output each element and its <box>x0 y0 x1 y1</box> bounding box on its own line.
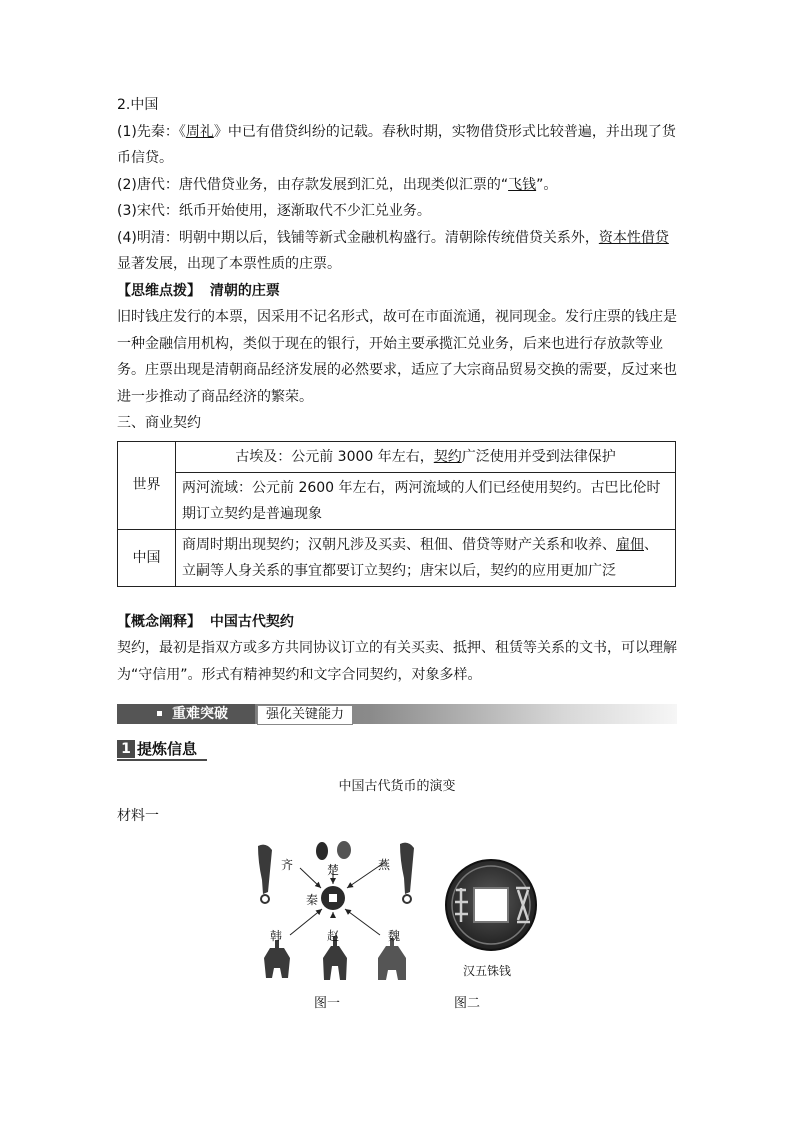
world-label: 世界 <box>118 441 176 529</box>
fig1-label: 图一 <box>314 996 341 1011</box>
china-ming-qing: (4)明清：明朝中期以后，钱铺等新式金融机构盛行。清朝除传统借贷关系外，资本性借贷显著发展，出现了本票性质的庄票。 <box>117 229 669 272</box>
material-label: 材料一 <box>117 808 159 824</box>
wei-spade-coin-icon <box>378 938 406 980</box>
qin-banliang-coin-icon <box>321 886 345 910</box>
han-spade-coin-icon <box>264 940 290 978</box>
extract-heading: 1 提炼信息 <box>117 738 677 760</box>
egypt-cell: 古埃及：公元前 3000 年左右，契约广泛使用并受到法律保护 <box>176 441 676 472</box>
state-qi: 齐 <box>281 858 294 872</box>
china-heading: 2.中国 <box>117 97 159 113</box>
feiqian-term: 飞钱 <box>508 176 537 193</box>
thinking-body: 旧时钱庄发行的本票，因采用不记名形式，故可在市面流通，视同现金。发行庄票的钱庄是一种金融信用机构，类似于现在的银行，开始主要承揽汇兑业务，后来也进行存放款等业务。庄票出现是清朝商品经济发展的必然要求，适应了大宗商品贸易交换的需要，反过来也进一步推动了商品经济的繁荣。 <box>117 309 677 405</box>
meso-cell: 两河流域：公元前 2600 年左右，两河流域的人们已经使用契约。古巴比伦时期订立契约是普遍现象 <box>176 472 676 529</box>
concept-heading: 【概念阐释】 中国古代契约 <box>117 613 294 630</box>
state-yan: 燕 <box>378 858 391 872</box>
arrow-han <box>290 909 322 935</box>
china-label: 中国 <box>118 529 176 586</box>
thinking-heading: 【思维点拨】 清朝的庄票 <box>117 282 280 299</box>
coin-label: 汉五铢钱 <box>463 964 512 978</box>
china-song: (3)宋代：纸币开始使用，逐渐取代不少汇兑业务。 <box>117 203 431 219</box>
state-qin: 秦 <box>306 893 319 907</box>
yan-knife-coin-icon <box>400 843 414 903</box>
china-cell: 商周时期出现契约；汉朝凡涉及买卖、租佃、借贷等财产关系和收养、雇佃、立嗣等人身关系的事宜都要订立契约；唐宋以后，契约的应用更加广泛 <box>176 529 676 586</box>
chu-coin-icon <box>316 841 351 860</box>
china-pre-qin: (1)先秦：《周礼》中已有借贷纠纷的记载。春秋时期，实物借贷形式比较普遍，并出现了货币信贷。 <box>117 123 676 166</box>
zhouli-term: 周礼 <box>185 123 214 140</box>
state-zhao: 赵 <box>327 929 340 943</box>
concept-body: 契约，最初是指双方或多方共同协议订立的有关买卖、抵押、租赁等关系的文书，可以理解为“守信用”。形式有精神契约和文字合同契约，对象多样。 <box>117 640 677 683</box>
section3-title: 三、商业契约 <box>117 415 201 431</box>
arrow-wei <box>345 909 380 935</box>
section-banner: 重难突破 强化关键能力 <box>117 704 677 724</box>
fig2-label: 图二 <box>454 996 481 1011</box>
china-tang: (2)唐代：唐代借贷业务，由存款发展到汇兑，出现类似汇票的“飞钱”。 <box>117 176 558 193</box>
figure-caption: 中国古代货币的演变 <box>338 779 456 794</box>
state-chu: 楚 <box>327 863 340 877</box>
ziben-term: 资本性借贷 <box>598 229 669 246</box>
qi-knife-coin-icon <box>258 845 272 903</box>
state-han: 韩 <box>270 929 283 943</box>
han-wuzhu-coin-icon <box>446 860 536 950</box>
arrow-qi <box>300 868 321 888</box>
state-wei: 魏 <box>388 929 401 943</box>
